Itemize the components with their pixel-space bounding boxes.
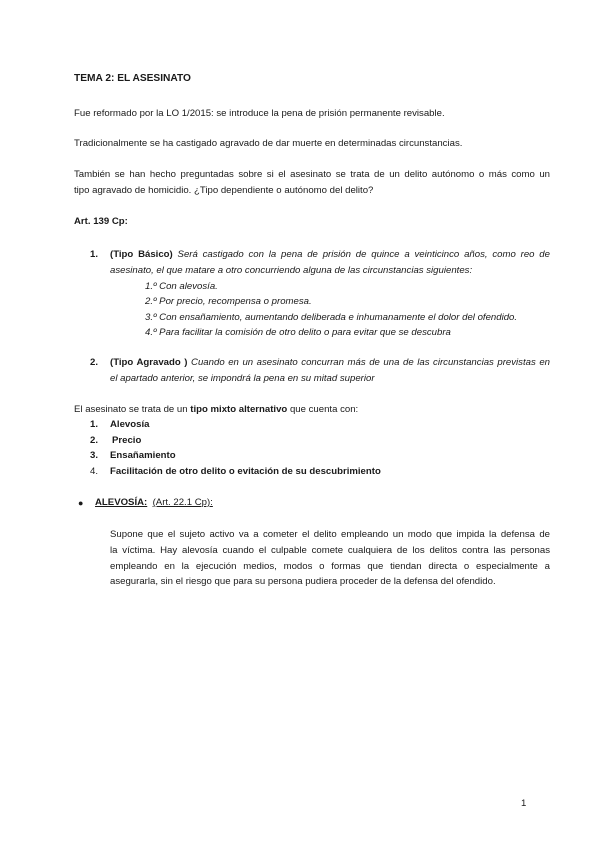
article-heading: Art. 139 Cp: — [74, 216, 128, 227]
item1-text-line2: asesinato, el que matare a otro concurriendo alguna de las circunstancias siguientes: — [110, 265, 473, 276]
mixed-suffix: que cuenta con: — [287, 404, 359, 415]
paragraph-question-line2: tipo agravado de homicidio. ¿Tipo dependiente o autónomo del delito? — [74, 185, 374, 196]
list-number-1: 1. — [90, 419, 99, 430]
circumstance-4: 4.º Para facilitar la comisión de otro delito o para evitar que se descubra — [145, 327, 451, 338]
item1-label: (Tipo Básico) — [110, 249, 173, 260]
alevosia-heading-line — [95, 497, 213, 509]
circumstance-3: 3.º Con ensañamiento, aumentando deliberada e inhumanamente el dolor del ofendido. — [145, 312, 518, 323]
item2-line1 — [110, 357, 550, 369]
page-number: 1 — [521, 798, 527, 809]
list-item-4: Facilitación de otro delito o evitación de su descubrimiento — [110, 466, 381, 477]
mixed-bold: tipo mixto alternativo — [190, 404, 288, 415]
item1-line1 — [110, 249, 550, 261]
list-number-2: 2. — [90, 435, 99, 446]
circumstance-1: 1.º Con alevosía. — [145, 281, 218, 292]
paragraph-question-line1: También se han hecho preguntadas sobre si el asesinato se trata de un delito autónomo o más como un — [74, 169, 550, 180]
list-number-4: 4. — [90, 466, 99, 477]
item2-label: (Tipo Agravado ) — [110, 357, 188, 368]
item1-number: 1. — [90, 249, 99, 260]
list-item-2: Precio — [112, 435, 142, 446]
item2-text-line1: Cuando en un asesinato concurran más de una de las circunstancias previstas en — [191, 357, 551, 368]
alevosia-line4: asegurarla, sin el riesgo que para su persona pudiera proceder de la defensa del ofendido. — [110, 576, 496, 587]
alevosia-ref: (Art. 22.1 Cp): — [152, 497, 213, 508]
list-item-3: Ensañamiento — [110, 450, 176, 461]
item2-number: 2. — [90, 357, 99, 368]
item1-text-line1: Será castigado con la pena de prisión de quince a veinticinco años, como reo de — [177, 249, 550, 260]
paragraph-reform: Fue reformado por la LO 1/2015: se introduce la pena de prisión permanente revisable. — [74, 108, 445, 119]
mixed-type-sentence — [74, 404, 358, 416]
list-number-3: 3. — [90, 450, 99, 461]
alevosia-line1: Supone que el sujeto activo va a cometer el delito empleando un modo que impida la defensa de — [110, 529, 550, 540]
mixed-prefix: El asesinato se trata de un — [74, 404, 191, 415]
paragraph-tradition: Tradicionalmente se ha castigado agravado de dar muerte en determinadas circunstancias. — [74, 138, 463, 149]
alevosia-heading: ALEVOSÍA: — [95, 497, 148, 508]
circumstance-2: 2.º Por precio, recompensa o promesa. — [145, 296, 312, 307]
alevosia-line3: empleando en la ejecución medios, modos o formas que tiendan directa o especialmente a — [110, 561, 550, 572]
alevosia-line2: la víctima. Hay alevosía cuando el culpable comete cualquiera de los delitos contra las personas — [110, 545, 550, 556]
list-item-1: Alevosía — [110, 419, 150, 430]
item2-text-line2: el apartado anterior, se impondrá la pena en su mitad superior — [110, 373, 375, 384]
bullet-icon: ● — [78, 498, 84, 508]
document-title: TEMA 2: EL ASESINATO — [74, 73, 191, 84]
